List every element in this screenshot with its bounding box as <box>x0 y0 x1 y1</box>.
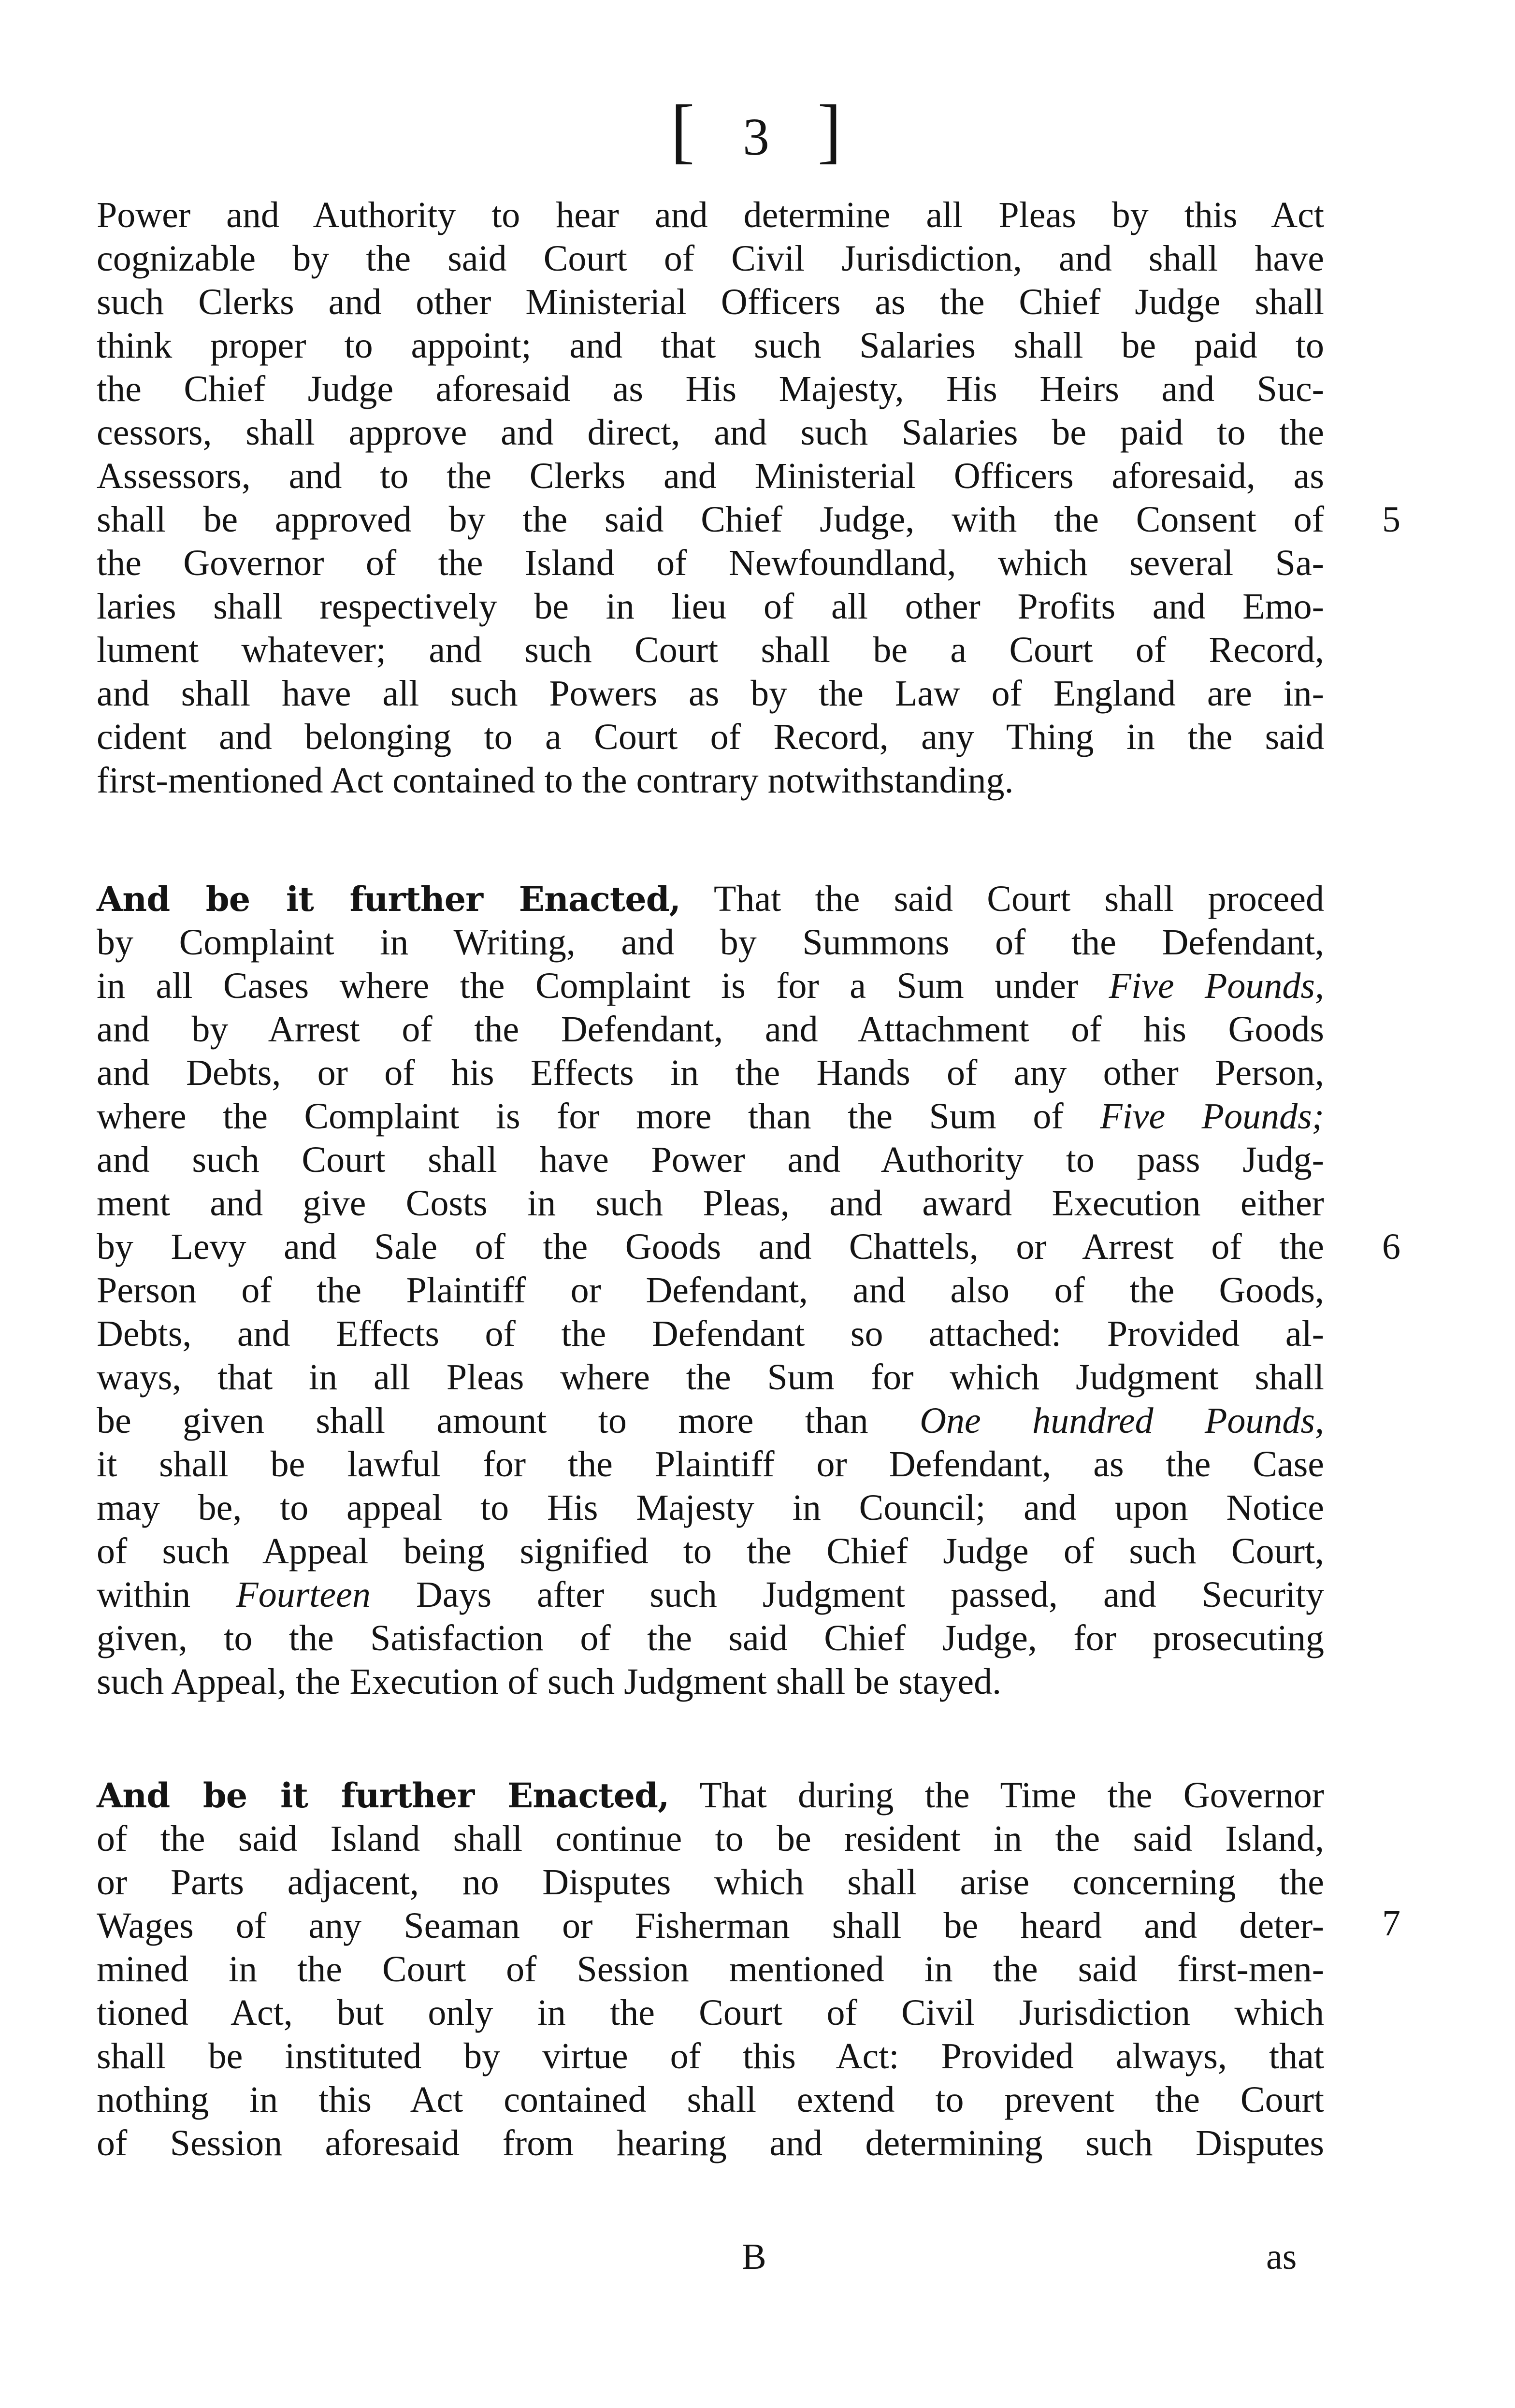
header-close-bracket: ] <box>817 90 845 171</box>
margin-number-5: 5 <box>1382 499 1400 540</box>
text-line: and such Court shall have Power and Authority to pass Judg- <box>97 1139 1324 1180</box>
paragraph-2 <box>97 877 1324 1703</box>
text-line: be given shall amount to more than One hundred Pounds, <box>97 1400 1325 1441</box>
text-line: cident and belonging to a Court of Record, any Thing in the said <box>97 717 1324 757</box>
text-line: Assessors, and to the Clerks and Ministerial Officers aforesaid, as <box>97 456 1324 496</box>
text-line: and by Arrest of the Defendant, and Attachment of his Goods <box>97 1009 1324 1050</box>
text-line: by Levy and Sale of the Goods and Chattels, or Arrest of the <box>97 1226 1324 1267</box>
text-line: of the said Island shall continue to be resident in the said Island, <box>97 1818 1324 1859</box>
text-line: cessors, shall approve and direct, and such Salaries be paid to the <box>97 412 1324 453</box>
page-number: 3 <box>743 107 772 166</box>
catchword: as <box>1266 2236 1297 2277</box>
text-line: laries shall respectively be in lieu of all other Profits and Emo- <box>97 586 1324 627</box>
signature-mark: B <box>742 2236 766 2277</box>
text-line: where the Complaint is for more than the Sum of Five Pounds; <box>97 1096 1324 1137</box>
enacting-phrase: And be it further Enacted, <box>97 1775 669 1816</box>
text-line: mined in the Court of Session mentioned in the said first-men- <box>97 1949 1324 1990</box>
text-line: such Appeal, the Execution of such Judgment shall be stayed. <box>97 1661 1002 1702</box>
text-line: of such Appeal being signified to the Chief Judge of such Court, <box>97 1531 1324 1572</box>
text-line: first-mentioned Act contained to the contrary notwithstanding. <box>97 760 1014 801</box>
text-line: Person of the Plaintiff or Defendant, and also of the Goods, <box>97 1270 1324 1311</box>
text-line: by Complaint in Writing, and by Summons of the Defendant, <box>97 922 1324 963</box>
text-line: And be it further Enacted, That the said Court shall proceed <box>97 879 1324 919</box>
text-line: or Parts adjacent, no Disputes which shall arise concerning the <box>97 1862 1324 1903</box>
text-line: shall be instituted by virtue of this Act: Provided always, that <box>97 2036 1324 2076</box>
text-line: cognizable by the said Court of Civil Jurisdiction, and shall have <box>97 238 1324 279</box>
text-line: lument whatever; and such Court shall be a Court of Record, <box>97 630 1324 670</box>
text-line: nothing in this Act contained shall extend to prevent the Court <box>97 2079 1324 2120</box>
text-line: of Session aforesaid from hearing and determining such Disputes <box>97 2123 1324 2163</box>
text-line: And be it further Enacted, That during the Time the Governor <box>97 1775 1325 1816</box>
enacting-phrase: And be it further Enacted, <box>97 879 681 919</box>
text-line: and shall have all such Powers as by the Law of England are in- <box>97 673 1324 714</box>
text-line: Wages of any Seaman or Fisherman shall be heard and deter- <box>97 1905 1324 1946</box>
text-line: such Clerks and other Ministerial Officers as the Chief Judge shall <box>97 282 1324 322</box>
text-line: the Chief Judge aforesaid as His Majesty, His Heirs and Suc- <box>97 369 1324 409</box>
text-line: and Debts, or of his Effects in the Hands of any other Person, <box>97 1053 1324 1093</box>
text-line: the Governor of the Island of Newfoundland, which several Sa- <box>97 543 1324 583</box>
text-line: ment and give Costs in such Pleas, and award Execution either <box>97 1183 1324 1224</box>
page-header <box>0 90 1515 171</box>
text-line: shall be approved by the said Chief Judge, with the Consent of <box>97 499 1324 540</box>
text-line: in all Cases where the Complaint is for a Sum under Five Pounds, <box>97 966 1324 1006</box>
header-open-bracket: [ <box>670 90 698 171</box>
text-line: ways, that in all Pleas where the Sum for which Judgment shall <box>97 1357 1324 1398</box>
text-line: within Fourteen Days after such Judgment passed, and Security <box>97 1574 1325 1615</box>
text-line: given, to the Satisfaction of the said Chief Judge, for prosecuting <box>97 1618 1324 1658</box>
text-line: may be, to appeal to His Majesty in Council; and upon Notice <box>97 1487 1324 1528</box>
margin-number-7: 7 <box>1382 1903 1400 1944</box>
paragraph-3 <box>97 1774 1324 2165</box>
text-line: it shall be lawful for the Plaintiff or Defendant, as the Case <box>97 1444 1324 1485</box>
margin-number-6: 6 <box>1382 1226 1400 1267</box>
text-line: tioned Act, but only in the Court of Civil Jurisdiction which <box>97 1992 1324 2033</box>
text-line: Power and Authority to hear and determine all Pleas by this Act <box>97 195 1324 235</box>
paragraph-1 <box>97 193 1324 802</box>
text-line: Debts, and Effects of the Defendant so attached: Provided al- <box>97 1313 1324 1354</box>
text-line: think proper to appoint; and that such Salaries shall be paid to <box>97 325 1324 366</box>
